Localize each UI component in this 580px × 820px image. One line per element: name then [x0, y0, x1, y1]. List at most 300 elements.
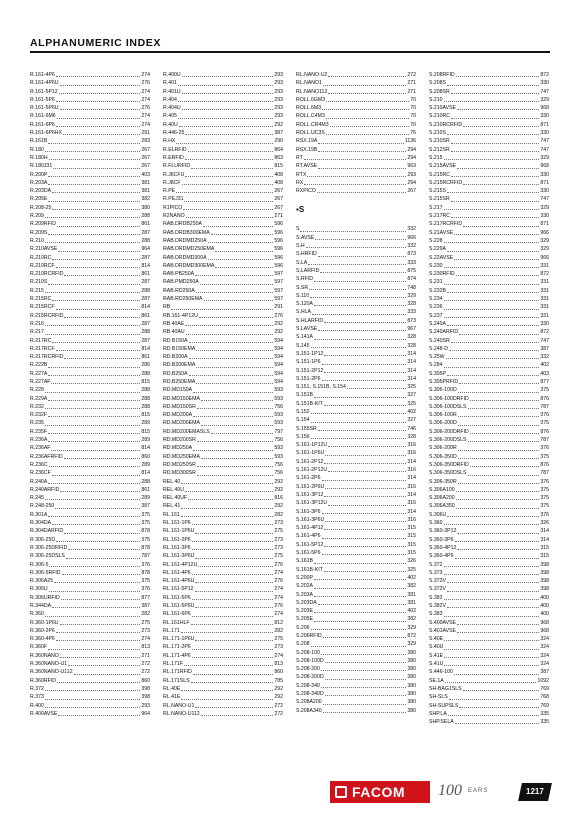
dot-leader: [192, 616, 274, 617]
dot-leader: [215, 251, 273, 252]
dot-leader: [314, 281, 406, 282]
entry-reference: S.360-4P6: [429, 553, 454, 560]
dot-leader: [192, 657, 274, 658]
entry-reference: S.22AVSE: [429, 254, 454, 261]
entry-reference: RL.NANO-U2: [296, 72, 328, 78]
index-entry: [296, 308, 416, 316]
dot-leader: [179, 126, 274, 127]
index-entry: [30, 137, 150, 145]
page-number: 1217: [526, 787, 544, 796]
entry-page: 276: [274, 603, 283, 609]
entry-page: 596: [274, 262, 283, 269]
index-entry: [163, 287, 283, 295]
index-entry: [30, 237, 150, 245]
entry-page: 272: [141, 661, 150, 668]
entry-reference: S.306-350DSLS: [429, 470, 467, 477]
entry-page: 380: [407, 674, 416, 681]
index-entry: [296, 162, 416, 170]
entry-page: 594: [274, 378, 283, 385]
entry-page: 331: [540, 304, 549, 311]
entry-reference: RB.40AU: [163, 329, 185, 336]
index-entry: [429, 643, 549, 651]
dot-leader: [324, 405, 407, 406]
entry-page: 70: [410, 121, 416, 128]
dot-leader: [208, 242, 274, 243]
entry-page: 593: [274, 445, 283, 452]
index-entry: [429, 428, 549, 436]
index-entry: [429, 353, 549, 361]
entry-page: 267: [141, 154, 150, 161]
entry-reference: RL.161-3P6U: [163, 553, 195, 560]
dot-leader: [186, 334, 274, 335]
index-entry: [296, 104, 416, 112]
entry-reference: R.306A25: [30, 578, 54, 585]
entry-reference: R.227AF: [30, 378, 51, 385]
entry-reference: R.J8CF: [163, 179, 181, 186]
entry-page: 314: [407, 458, 416, 465]
entry-page: 293: [407, 171, 416, 178]
dot-leader: [60, 624, 141, 625]
index-entry: [163, 195, 283, 203]
entry-reference: S.237: [429, 312, 443, 319]
entry-page: 861: [141, 354, 150, 361]
entry-reference: RL.161-5P6: [163, 594, 191, 601]
entry-reference: RL.41E: [163, 694, 181, 701]
index-entry: [429, 220, 549, 228]
dot-leader: [49, 591, 141, 592]
entry-reference: S.161-4P6: [296, 533, 321, 540]
index-entry: [163, 702, 283, 710]
entry-reference: R.216: [30, 320, 44, 327]
entry-page: 335: [540, 710, 549, 717]
entry-page: 593: [274, 420, 283, 427]
entry-reference: S.306-200R: [429, 445, 457, 452]
dot-leader: [309, 289, 406, 290]
dot-leader: [182, 93, 274, 94]
dot-leader: [444, 649, 539, 650]
index-entry: [429, 419, 549, 427]
dot-leader: [458, 416, 540, 417]
entry-reference: R.J6CFU: [163, 171, 185, 178]
entry-reference: S.210: [429, 96, 443, 103]
entry-page: 276: [141, 105, 150, 112]
entry-page: 289: [141, 495, 150, 502]
entry-reference: S.306-350R: [429, 478, 457, 485]
entry-reference: S.446-100: [429, 669, 453, 676]
entry-reference: R.210RCRFID: [30, 271, 64, 278]
entry-page: 876: [540, 428, 549, 435]
dot-leader: [325, 695, 407, 696]
dot-leader: [456, 76, 540, 77]
entry-page: 375: [141, 511, 150, 518]
entry-reference: RL.NANO112: [296, 88, 328, 95]
index-entry: [30, 220, 150, 228]
index-column-1: [30, 71, 150, 718]
dot-leader: [208, 259, 274, 260]
entry-page: 876: [540, 461, 549, 468]
entry-page: 283: [141, 138, 150, 145]
entry-reference: S.151-1P12: [296, 350, 324, 357]
dot-leader: [300, 231, 406, 232]
entry-reference: S.HRFID: [296, 251, 317, 258]
index-entry: [30, 635, 150, 643]
entry-reference: RD.B150EMA: [163, 345, 196, 352]
entry-reference: RSX.19A: [296, 138, 318, 145]
entry-reference: S.LAVSE: [296, 326, 318, 333]
dot-leader: [444, 665, 539, 666]
dot-leader: [447, 325, 539, 326]
dot-leader: [455, 541, 540, 542]
entry-page: 814: [141, 304, 150, 311]
index-entry: [429, 469, 549, 477]
dot-leader: [193, 674, 274, 675]
index-entry: [30, 544, 150, 552]
entry-reference: RL.40E: [163, 685, 181, 692]
dot-leader: [195, 275, 273, 276]
footer-bar: [330, 781, 550, 803]
entry-reference: R.248-250: [30, 503, 55, 510]
dot-leader: [58, 715, 140, 716]
dot-leader: [447, 516, 539, 517]
dot-leader: [196, 350, 273, 351]
entry-reference: S.21AVSE: [429, 229, 454, 236]
entry-page: 271: [141, 652, 150, 659]
entry-page: 864: [274, 146, 283, 153]
entry-page: 273: [274, 644, 283, 651]
entry-page: 329: [540, 204, 549, 211]
index-entry: [163, 237, 283, 245]
entry-page: 287: [141, 229, 150, 236]
entry-page: 967: [407, 326, 416, 333]
index-entry: [429, 511, 549, 519]
dot-leader: [311, 422, 407, 423]
entry-reference: S.161-3P6U: [296, 516, 325, 523]
entry-reference: R.161-4P6U: [30, 80, 59, 87]
entry-reference: R.227A: [30, 370, 48, 377]
dot-leader: [451, 143, 540, 144]
index-entry: [429, 536, 549, 544]
entry-page: 756: [274, 437, 283, 444]
dot-leader: [318, 430, 407, 431]
index-entry: [163, 619, 283, 627]
entry-reference: RL.171-1P6U: [163, 636, 195, 643]
entry-reference: R.208-25: [30, 204, 52, 211]
dot-leader: [48, 201, 140, 202]
dot-leader: [56, 267, 141, 268]
dot-leader: [444, 566, 540, 567]
dot-leader: [457, 168, 539, 169]
entry-page: 398: [141, 685, 150, 692]
entry-page: 375: [540, 495, 549, 502]
entry-page: 274: [141, 72, 150, 78]
entry-reference: R.400AVSE: [30, 710, 58, 717]
dot-leader: [444, 599, 540, 600]
index-entry: [296, 449, 416, 457]
index-entry: [296, 225, 416, 233]
index-entry: [30, 527, 150, 535]
index-entry: [30, 121, 150, 129]
entry-page: 324: [540, 636, 549, 643]
dot-leader: [328, 446, 406, 447]
entry-page: 593: [274, 395, 283, 402]
entry-reference: S.401AVSE: [429, 627, 457, 634]
dot-leader: [459, 383, 539, 384]
dot-leader: [48, 284, 140, 285]
entry-page: 293: [274, 88, 283, 95]
dot-leader: [182, 109, 274, 110]
dot-leader: [45, 616, 141, 617]
entry-page: 267: [274, 196, 283, 203]
entry-page: 861: [141, 271, 150, 278]
entry-page: 787: [540, 403, 549, 410]
dot-leader: [447, 134, 539, 135]
index-entry: [163, 494, 283, 502]
entry-reference: S.LARFID: [296, 267, 320, 274]
entry-reference: S.161-2P6U: [296, 483, 325, 490]
entry-page: 747: [540, 337, 549, 344]
dot-leader: [176, 192, 273, 193]
index-entry: [163, 162, 283, 170]
entry-page: 966: [407, 234, 416, 241]
entry-page: 329: [407, 641, 416, 648]
dot-leader: [195, 533, 273, 534]
dot-leader: [322, 480, 407, 481]
index-entry: [163, 461, 283, 469]
dot-leader: [328, 76, 406, 77]
dot-leader: [176, 143, 273, 144]
entry-page: 400: [540, 611, 549, 618]
entry-page: 380: [407, 649, 416, 656]
dot-leader: [48, 176, 140, 177]
entry-page: 878: [141, 544, 150, 551]
entry-page: 316: [407, 450, 416, 457]
entry-page: 387: [141, 603, 150, 609]
entry-page: 331: [540, 262, 549, 269]
entry-reference: R.360NANO-U112: [30, 669, 73, 676]
entry-reference: S.208-200D: [296, 674, 324, 681]
dot-leader: [48, 184, 140, 185]
entry-page: 273: [274, 544, 283, 551]
dot-leader: [192, 649, 274, 650]
entry-page: 325: [407, 400, 416, 407]
dot-leader: [191, 682, 274, 683]
index-entry: [296, 682, 416, 690]
entry-page: 877: [540, 378, 549, 385]
entry-reference: S: [296, 226, 300, 233]
dot-leader: [45, 707, 141, 708]
entry-reference: RL.161-1P6: [163, 520, 191, 527]
entry-reference: R1PICO: [163, 204, 183, 211]
entry-page: 380: [407, 682, 416, 689]
dot-leader: [312, 314, 406, 315]
entry-reference: RL.161-5P6U: [163, 603, 195, 609]
entry-reference: S.161B: [296, 558, 314, 565]
index-entry: [163, 245, 283, 253]
entry-reference: S.141A: [296, 334, 314, 341]
entry-reference: S.373V: [429, 586, 447, 593]
dot-leader: [322, 109, 409, 110]
entry-reference: S.240SR: [429, 337, 450, 344]
dot-leader: [48, 416, 140, 417]
entry-page: 398: [141, 694, 150, 701]
entry-reference: R.215RCRFID: [30, 312, 64, 319]
dot-leader: [201, 458, 273, 459]
dot-leader: [447, 85, 539, 86]
index-entry: [163, 361, 283, 369]
index-entry: [30, 386, 150, 394]
index-entry: [429, 403, 549, 411]
index-entry: [429, 627, 549, 635]
entry-reference: S.203DA: [296, 599, 317, 606]
entry-reference: R.215RC: [30, 296, 52, 303]
entry-page: 330: [540, 171, 549, 178]
entry-page: 314: [407, 508, 416, 515]
dot-leader: [324, 496, 406, 497]
dot-leader: [444, 267, 540, 268]
entry-page: 376: [540, 511, 549, 518]
entry-reference: S.229A: [429, 246, 447, 253]
entry-reference: S.215RC: [429, 171, 451, 178]
entry-page: 769: [540, 702, 549, 709]
dot-leader: [304, 184, 406, 185]
index-entry: [163, 610, 283, 618]
dot-leader: [451, 217, 539, 218]
index-entry: [163, 179, 283, 187]
entry-page: 290: [274, 138, 283, 145]
entry-reference: R.236CF: [30, 470, 51, 477]
entry-page: 294: [407, 146, 416, 153]
dot-leader: [306, 247, 407, 248]
entry-reference: R.236C: [30, 461, 48, 468]
index-entry: [296, 179, 416, 187]
index-entry: [163, 502, 283, 510]
index-entry: [163, 552, 283, 560]
index-entry: [30, 536, 150, 544]
dot-leader: [45, 699, 141, 700]
dot-leader: [48, 143, 140, 144]
entry-page: 274: [141, 88, 150, 95]
entry-page: 787: [540, 437, 549, 444]
entry-reference: RD.MD200EMA: [163, 420, 200, 427]
entry-reference: RSX.19B: [296, 146, 318, 153]
entry-reference: S.152: [296, 408, 310, 415]
dot-leader: [199, 317, 273, 318]
entry-page: 873: [407, 251, 416, 258]
index-entry: [429, 527, 549, 535]
index-entry: [429, 146, 549, 154]
index-entry: [30, 643, 150, 651]
index-entry: [429, 96, 549, 104]
entry-reference: S.154: [296, 417, 310, 424]
entry-page: 871: [540, 179, 549, 186]
index-entry: [163, 627, 283, 635]
index-entry: [30, 569, 150, 577]
dot-leader: [347, 388, 406, 389]
index-column-3: [296, 71, 416, 715]
entry-page: 968: [540, 619, 549, 626]
index-entry: [296, 466, 416, 474]
dot-leader: [62, 574, 141, 575]
dot-leader: [314, 596, 406, 597]
entry-reference: S.305P: [429, 370, 447, 377]
index-entry: [296, 71, 416, 79]
index-entry: [30, 187, 150, 195]
index-entry: [429, 619, 549, 627]
entry-reference: RD.MD150EMA: [163, 395, 200, 402]
entry-page: 292: [274, 685, 283, 692]
entry-reference: S.161-3P12: [296, 491, 324, 498]
dot-leader: [54, 582, 140, 583]
anniversary-label: EARS: [468, 788, 489, 794]
index-entry: [163, 469, 283, 477]
entry-reference: S.234: [429, 296, 443, 303]
dot-leader: [457, 109, 539, 110]
dot-leader: [192, 574, 274, 575]
entry-page: 398: [540, 561, 549, 568]
index-entry: [429, 544, 549, 552]
dot-leader: [188, 499, 273, 500]
dot-leader: [60, 491, 140, 492]
index-entry: [296, 640, 416, 648]
entry-page: 872: [407, 633, 416, 639]
index-entry: [429, 162, 549, 170]
index-entry: [30, 677, 150, 685]
dot-leader: [45, 499, 141, 500]
entry-reference: RAB.DRDMD300EMA: [163, 262, 215, 269]
entry-reference: S.206: [296, 624, 310, 631]
entry-page: 315: [407, 550, 416, 557]
dot-leader: [45, 292, 141, 293]
entry-reference: R.373: [30, 694, 44, 701]
entry-reference: R.200P: [30, 171, 48, 178]
index-column-4: [429, 71, 549, 726]
index-entry: [296, 416, 416, 424]
entry-reference: S.203A: [296, 591, 314, 598]
entry-reference: RL.161-6P6: [163, 611, 191, 618]
entry-reference: RL.171: [163, 627, 180, 634]
entry-reference: S.215S: [429, 188, 447, 195]
dot-leader: [215, 267, 273, 268]
entry-reference: RL.171SLS: [163, 677, 190, 684]
entry-page: 329: [540, 237, 549, 244]
entry-reference: RD.B250EMA: [163, 378, 196, 385]
index-entry: [30, 627, 150, 635]
index-entry: [429, 693, 549, 701]
dot-leader: [311, 629, 407, 630]
index-entry: [429, 561, 549, 569]
entry-page: 324: [540, 661, 549, 668]
entry-page: 1092: [537, 677, 549, 684]
index-entry: [30, 303, 150, 311]
index-entry: [296, 707, 416, 715]
index-entry: [429, 254, 549, 262]
entry-reference: S.306-200DSLS: [429, 437, 467, 444]
index-entry: [163, 378, 283, 386]
dot-leader: [61, 599, 141, 600]
index-entry: [296, 383, 416, 391]
entry-page: 274: [141, 113, 150, 120]
index-entry: [163, 220, 283, 228]
entry-reference: RX: [296, 179, 304, 186]
entry-page: 293: [274, 96, 283, 103]
dot-leader: [49, 566, 140, 567]
dot-leader: [196, 383, 273, 384]
dot-leader: [451, 201, 540, 202]
entry-reference: R.446-25: [163, 130, 185, 137]
entry-page: 400: [540, 594, 549, 601]
index-entry: [429, 486, 549, 494]
dot-leader: [56, 309, 141, 310]
